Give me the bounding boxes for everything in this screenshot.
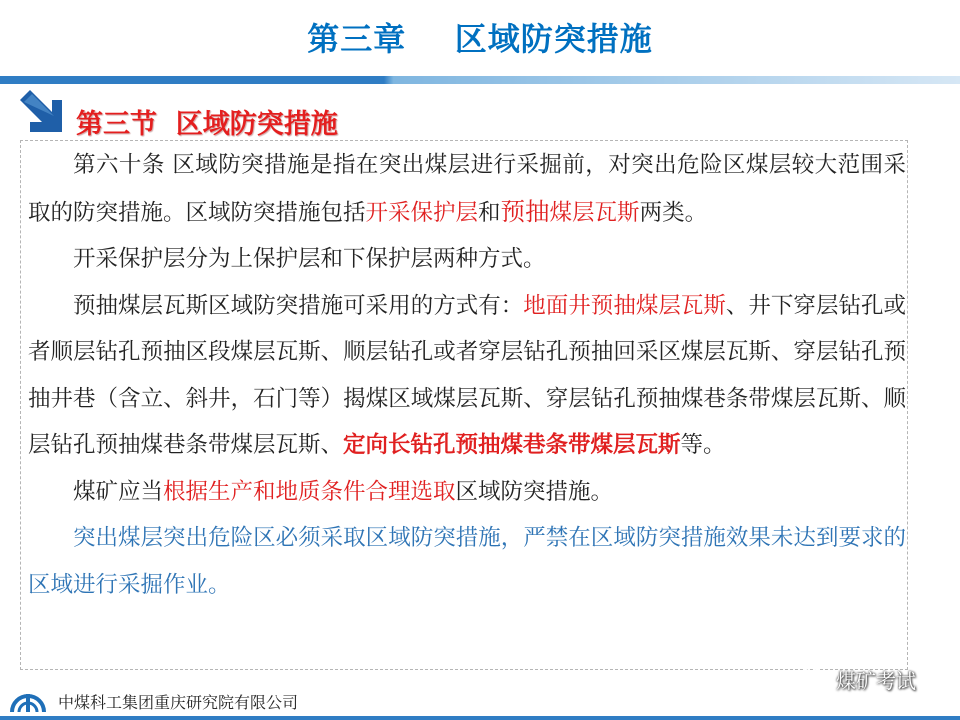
company-logo-icon (8, 686, 48, 716)
paragraph-mandatory-note: 突出煤层突出危险区必须采取区域防突措施，严禁在区域防突措施效果未达到要求的区域进行采掘作业。 (28, 525, 906, 598)
highlight-directional-drilling: 定向长钻孔预抽煤巷条带煤层瓦斯 (343, 432, 681, 458)
chapter-title: 第三章 区域防突措施 (307, 20, 653, 58)
header-divider (0, 76, 960, 84)
highlight-surface-well: 地面井预抽煤层瓦斯 (523, 292, 726, 319)
highlight-selection-basis: 根据生产和地质条件合理选取 (163, 478, 456, 505)
article-body (28, 142, 906, 608)
highlight-coal-gas: 煤层瓦斯 (549, 199, 640, 226)
paragraph-pre-drainage-methods: 预抽煤层瓦斯区域防突措施可采用的方式有：地面井预抽煤层瓦斯、井下穿层钻孔或者顺层钻孔预抽区段煤层瓦斯、顺层钻孔或者穿层钻孔预抽回采区煤层瓦斯、穿层钻孔预抽井巷（含立、斜井，石门等）揭煤区域煤层瓦斯、穿层钻孔预抽煤巷条带煤层瓦斯、顺层钻孔预抽煤巷条带煤层瓦斯、定向长钻孔预抽煤巷条带煤层瓦斯等。 (28, 292, 906, 458)
footer-divider (0, 716, 960, 720)
paragraph-selection: 煤矿应当根据生产和地质条件合理选取区域防突措施。 (73, 478, 614, 505)
arrow-down-right-icon (18, 88, 64, 134)
highlight-protective-layer: 开采保护层 (365, 199, 479, 226)
paragraph-protective-layer: 开采保护层分为上保护层和下保护层两种方式。 (73, 246, 546, 272)
section-title: 第三节 区域防突措施 (76, 109, 338, 140)
wechat-icon (800, 666, 830, 692)
paragraph-article-60: 第六十条 区域防突措施是指在突出煤层进行采掘前，对突出危险区煤层较大范围采取的防突措施。区域防突措施包括开采保护层和预抽煤层瓦斯两类。 (28, 152, 906, 226)
highlight-pre-drainage: 预抽 (500, 196, 550, 226)
watermark-text: 煤矿考试 (836, 668, 916, 693)
company-name: 中煤科工集团重庆研究院有限公司 (58, 693, 299, 712)
watermark (800, 662, 916, 696)
